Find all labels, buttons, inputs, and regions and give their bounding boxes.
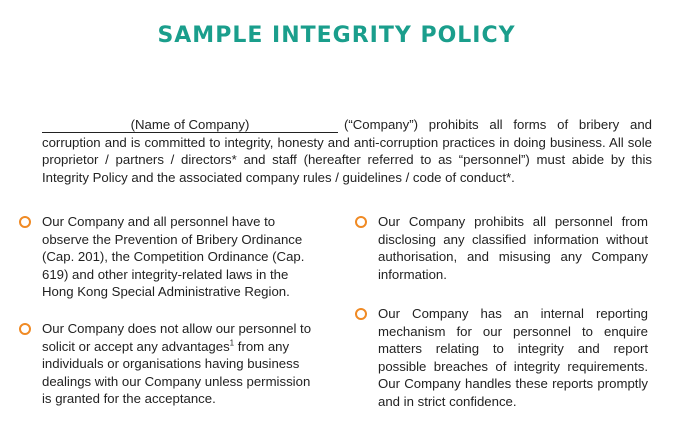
bullet-text: Our Company has an internal reporting mechanism for our personnel to enquire matters relating to integrity and report possible breaches of integrity requirements. Our Company handles these reports promptly and in strict confidence. — [378, 306, 648, 409]
bullet-text: Our Company prohibits all personnel from disclosing any classified information without authorisation, and misusing any Company information. — [378, 214, 648, 282]
footnote-marker: 1 — [229, 338, 235, 348]
intro-paragraph — [42, 116, 652, 186]
company-name-blank: (Name of Company) — [42, 117, 338, 133]
intro-text: (“Company”) prohibits all forms of bribery and corruption and is committed to integrity, honesty and anti-corruption practices in doing business. All sole proprietor / partners / directors* and staff (hereafter referred to as “personnel”) must abide by this Integrity Policy and the associated company rules / guidelines / code of conduct*. — [42, 117, 652, 185]
bullet-text-part2: from any individuals or organisations having business dealings with our Company unless permission is granted for the acceptance. — [42, 338, 311, 407]
orange-ring-bullet-icon — [355, 216, 367, 228]
policy-bullet-advantages — [42, 320, 322, 408]
bullet-text-part1: Our Company does not allow our personnel to solicit or accept any advantages — [42, 321, 312, 354]
policy-bullet-confidential-info — [378, 213, 648, 283]
page-title: SAMPLE INTEGRITY POLICY — [157, 23, 516, 48]
policy-bullet-reporting — [378, 305, 648, 411]
bullet-text — [42, 320, 322, 408]
orange-ring-bullet-icon — [19, 323, 31, 335]
policy-bullet-laws — [42, 213, 322, 301]
orange-ring-bullet-icon — [355, 308, 367, 320]
orange-ring-bullet-icon — [19, 216, 31, 228]
bullet-text: Our Company and all personnel have to observe the Prevention of Bribery Ordinance (Cap. 201), the Competition Ordinance (Cap. 619) and other integrity-related laws in the Hong Kong Special Administrative Region. — [42, 214, 305, 300]
